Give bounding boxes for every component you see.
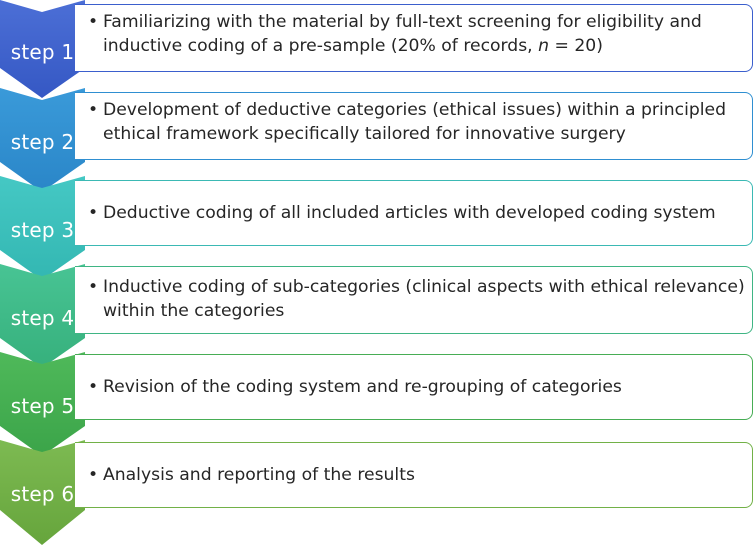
step-row <box>0 88 756 178</box>
step-label: step 5 <box>10 394 75 418</box>
step-description-box <box>75 354 753 420</box>
step-label: step 6 <box>10 482 75 506</box>
step-row <box>0 352 756 442</box>
step-description: • Deductive coding of all included articles with developed coding system <box>75 201 752 225</box>
step-description: • Analysis and reporting of the results <box>75 463 752 487</box>
step-label: step 1 <box>10 40 75 64</box>
step-description: • Development of deductive categories (ethical issues) within a principled ethical framework specifically tailored for innovative surgery <box>75 98 752 146</box>
step-3-chevron <box>0 176 85 266</box>
step-label: step 4 <box>10 306 75 330</box>
step-description-box <box>75 266 753 334</box>
step-description-box <box>75 4 753 72</box>
step-row <box>0 440 756 549</box>
step-description-box <box>75 180 753 246</box>
step-description: • Familiarizing with the material by full-text screening for eligibility and inductive coding of a pre-sample (20% of records, n = 20) <box>75 10 752 58</box>
step-description-box <box>75 442 753 508</box>
step-description: • Inductive coding of sub-categories (clinical aspects with ethical relevance) within the categories <box>75 275 752 323</box>
step-row <box>0 176 756 266</box>
step-4-chevron <box>0 264 85 354</box>
step-label: step 3 <box>10 218 75 242</box>
step-label: step 2 <box>10 130 75 154</box>
step-description: • Revision of the coding system and re-grouping of categories <box>75 375 752 399</box>
step-6-chevron <box>0 440 85 549</box>
step-2-chevron <box>0 88 85 178</box>
step-row <box>0 264 756 354</box>
step-1-chevron <box>0 0 85 90</box>
step-description-box <box>75 92 753 160</box>
step-5-chevron <box>0 352 85 442</box>
step-row <box>0 0 756 90</box>
